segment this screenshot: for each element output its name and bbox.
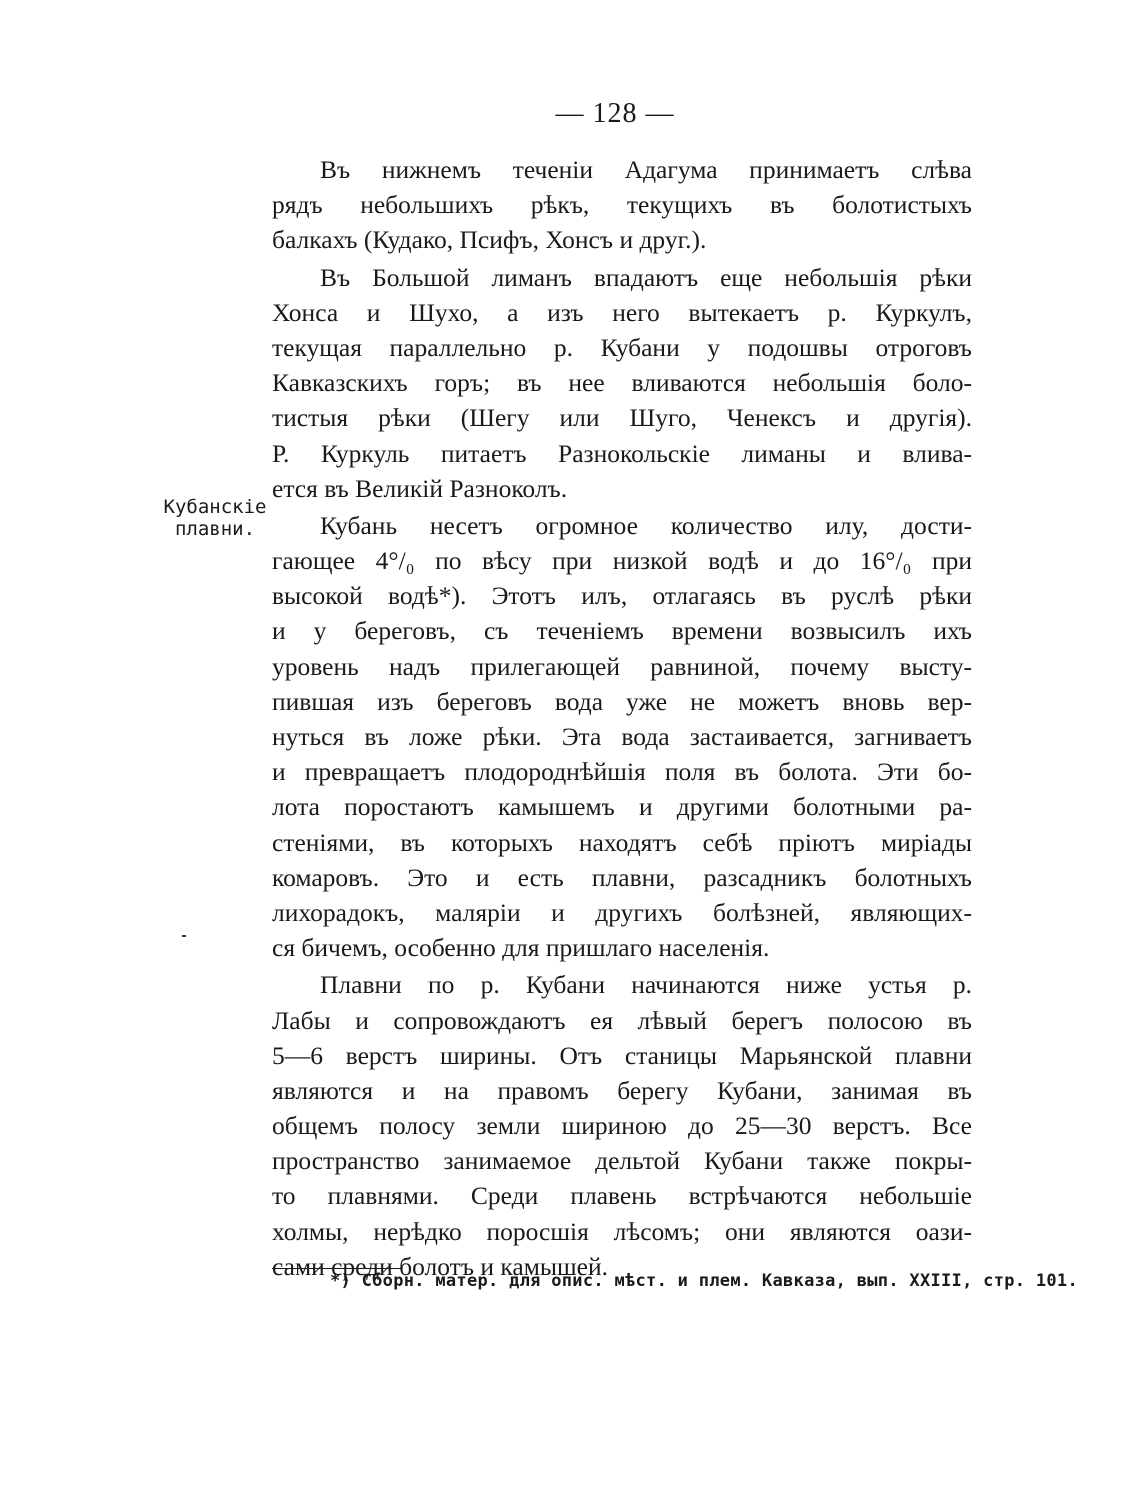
footnote: *) Сборн. матер. для опис. мѣст. и плем. Кавказа, вып. XXIII, стр. 101. <box>330 1271 1078 1291</box>
text-line: рядъ небольшихъ рѣкъ, текущихъ въ болотистыхъ <box>272 190 972 220</box>
text-line: балкахъ (Кудако, Псифъ, Хонсъ и друг.). <box>272 225 707 255</box>
text-line: лота поростаютъ камышемъ и другими болотными ра- <box>272 792 972 822</box>
paragraph <box>272 152 972 258</box>
text-line: уровень надъ прилегающей равниной, почему высту- <box>272 651 972 681</box>
text-line: Кубань несетъ огромное количество илу, дости- <box>320 510 972 540</box>
paragraph <box>272 260 972 506</box>
text-line: пространство занимаемое дельтой Кубани также покры- <box>272 1146 972 1176</box>
text-line: и превращаетъ плодороднѣйшiя поля въ болота. Эти бо- <box>272 757 972 787</box>
print-speck <box>182 935 186 937</box>
margin-note: Кубанскiе плавни. <box>163 496 267 540</box>
page-number: — 128 — <box>555 98 675 129</box>
text-line: текущая параллельно р. Кубани у подошвы отроговъ <box>272 332 972 362</box>
footnote-rule <box>272 1268 402 1269</box>
text-line: 5—6 верстъ ширины. Отъ станицы Марьянской плавни <box>272 1040 972 1070</box>
text-line: стенiями, въ которыхъ находятъ себѣ прiютъ миріады <box>272 827 972 857</box>
text-line: лихорадокъ, маляріи и другихъ болѣзней, являющих- <box>272 897 972 927</box>
text-line: Хонса и Шухо, а изъ него вытекаетъ р. Куркулъ, <box>272 297 972 327</box>
text-line: сами среди болотъ и камышей. <box>272 1251 608 1281</box>
text-line: Плавни по р. Кубани начинаются ниже устья р. <box>320 970 972 1000</box>
text-line: пившая изъ береговъ вода уже не можетъ вновь вер- <box>272 686 972 716</box>
text-line: то плавнями. Среди плавень встрѣчаются небольшiе <box>272 1181 972 1211</box>
text-line: высокой водѣ*). Этотъ илъ, отлагаясь въ руслѣ рѣки <box>272 581 972 611</box>
text-line: Въ Большой лиманъ впадаютъ еще небольшiя рѣки <box>320 262 972 292</box>
text-line: ется въ Великiй Разноколъ. <box>272 473 568 503</box>
main-text <box>272 152 972 1284</box>
text-line: Р. Куркуль питаетъ Разнокольскiе лиманы и влива- <box>272 438 972 468</box>
text-line: Кавказскихъ горъ; въ нее вливаются небольшiя боло- <box>272 368 972 398</box>
text-line: и у береговъ, съ теченiемъ времени возвысилъ ихъ <box>272 616 972 646</box>
text-line: Лабы и сопровождаютъ ея лѣвый берегъ полосою въ <box>272 1005 972 1035</box>
text-line: гающее 4°/₀ по вѣсу при низкой водѣ и до 16°/₀ при <box>272 546 972 576</box>
text-line: тистыя рѣки (Шегу или Шуго, Ченексъ и другiя). <box>272 403 972 433</box>
text-line: холмы, нерѣдко поросшiя лѣсомъ; они являются оази- <box>272 1216 972 1246</box>
text-line: комаровъ. Это и есть плавни, разсадникъ болотныхъ <box>272 862 972 892</box>
text-line: общемъ полосу земли шириною до 25—30 верстъ. Все <box>272 1111 972 1141</box>
text-line: нуться въ ложе рѣки. Эта вода застаивается, загниваетъ <box>272 722 972 751</box>
text-line: являются и на правомъ берегу Кубани, занимая въ <box>272 1075 972 1105</box>
paragraph <box>272 967 972 1284</box>
paragraph <box>272 508 972 965</box>
text-line: Въ нижнемъ теченiи Адагума принимаетъ слѣва <box>320 155 972 184</box>
text-line: ся бичемъ, особенно для пришлаго населенiя. <box>272 933 770 963</box>
